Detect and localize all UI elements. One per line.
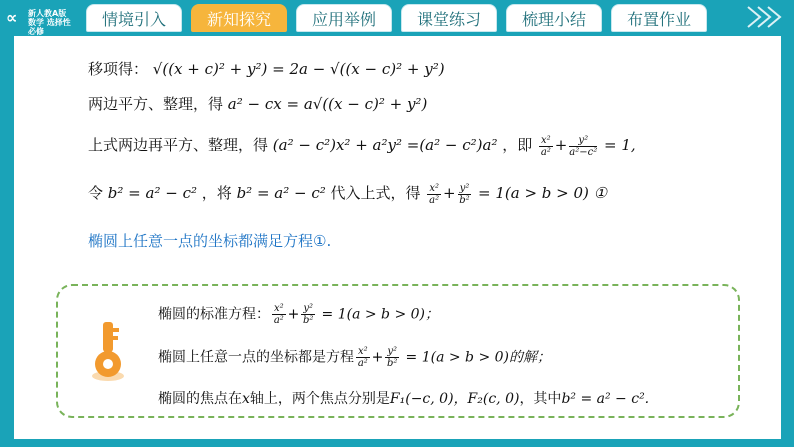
blue-conclusion-note: 椭圆上任意一点的坐标都满足方程①. bbox=[88, 232, 332, 250]
fraction-y2-over-b2: $\frac{\text{y²}}{\text{b²}}$ bbox=[459, 182, 470, 206]
right-frame bbox=[781, 36, 794, 440]
key-point-2: 椭圆上任意一点的坐标都是方程 $\frac{\text{x²}}{\text{a²}}$ + $\frac{\text{y²}}{\text{b²}}$ = 1(a > b > 0)的解； bbox=[158, 346, 552, 369]
logo-line-2: 数学 选择性必修 bbox=[28, 18, 71, 36]
slide-content bbox=[14, 36, 781, 439]
logo-icon: ∝ bbox=[6, 8, 18, 27]
derivation-line-4: 令 b² = a² − c² ，将 b² = a² − c² 代入上式，得 $\frac{\text{x²}}{\text{a²}}$ + $\frac{\text{y²}}{\text{b²}}$ = 1(a > b > 0) ① bbox=[88, 182, 608, 206]
key-icon bbox=[88, 318, 128, 384]
key-point-1: 椭圆的标准方程： $\frac{\text{x²}}{\text{a²}}$ + $\frac{\text{y²}}{\text{b²}}$ = 1(a > b > 0)； bbox=[158, 303, 440, 326]
fraction-x2-over-a2: $\frac{\text{x²}}{\text{a²}}$ bbox=[540, 134, 551, 158]
equation-3: (a² − c²)x² + a²y² =(a² − c²)a² bbox=[272, 136, 498, 154]
derivation-line-2: 两边平方、整理，得 a² − cx = a√((x − c)² + y²) bbox=[88, 95, 428, 113]
bottom-frame bbox=[0, 439, 794, 447]
logo-line-1: 新人教A版 bbox=[28, 9, 67, 18]
key-point-3: 椭圆的焦点在x轴上，两个焦点分别是F₁(−c, 0)，F₂(c, 0)，其中b² = a² − c². bbox=[158, 391, 650, 407]
decorative-arrows-icon bbox=[744, 4, 784, 30]
fraction-y2-over-a2-c2: $\frac{\text{y²}}{\text{a²−c²}}$ bbox=[569, 134, 598, 158]
equation-1-label: = 1(a > b > 0) ① bbox=[473, 184, 608, 202]
key-points-box bbox=[56, 284, 740, 418]
tab-summary[interactable]: 梳理小结 bbox=[506, 4, 602, 32]
equation-2: a² − cx = a√((x − c)² + y²) bbox=[227, 95, 428, 113]
equation-1: √((x + c)² + y²) = 2a − √((x − c)² + y²) bbox=[152, 60, 445, 78]
tab-homework[interactable]: 布置作业 bbox=[611, 4, 707, 32]
derivation-line-1: 移项得： √((x + c)² + y²) = 2a − √((x − c)² + y²) bbox=[88, 60, 445, 78]
fraction-x2-over-a2: $\frac{\text{x²}}{\text{a²}}$ bbox=[429, 182, 440, 206]
tab-practice[interactable]: 课堂练习 bbox=[401, 4, 497, 32]
publisher-logo bbox=[6, 6, 72, 36]
left-frame bbox=[0, 36, 14, 440]
tab-new-knowledge[interactable]: 新知探究 bbox=[191, 4, 287, 32]
top-nav-bar bbox=[0, 0, 794, 36]
tab-intro[interactable]: 情境引入 bbox=[86, 4, 182, 32]
derivation-line-3: 上式两边再平方、整理，得 (a² − c²)x² + a²y² =(a² − c²)a² ，即 $\frac{\text{x²}}{\text{a²}}$ + $\frac{\text{y²}}{\text{a²−c²}}$ = 1, bbox=[88, 134, 636, 158]
tab-examples[interactable]: 应用举例 bbox=[296, 4, 392, 32]
section-tabs bbox=[86, 4, 707, 32]
